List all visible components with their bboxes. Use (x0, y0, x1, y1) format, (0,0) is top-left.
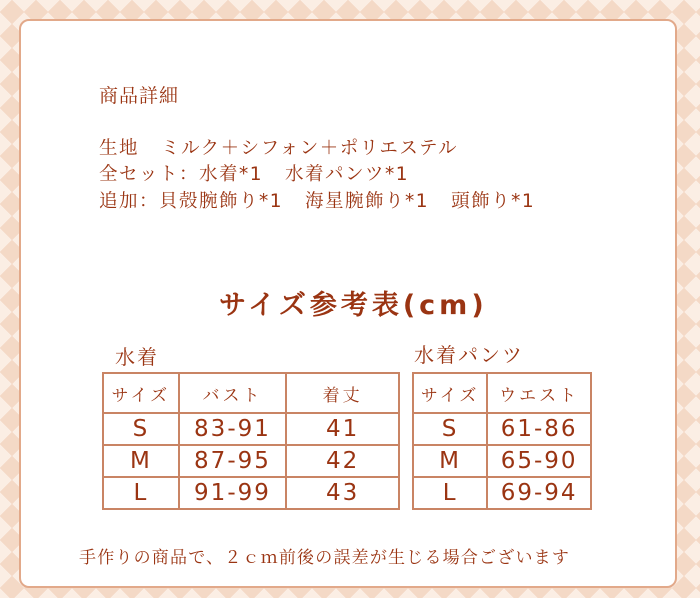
set-item: 水着パンツ*1 (285, 164, 410, 185)
size-cell: M (413, 445, 487, 477)
size-cell: L (103, 477, 179, 509)
size-cell: L (413, 477, 487, 509)
swimsuit-size-table (102, 372, 400, 510)
extra-line (99, 187, 535, 213)
swimsuit-caption: 水着 (115, 345, 159, 369)
table-header-row (103, 373, 399, 413)
bust-cell: 87-95 (179, 445, 286, 477)
size-chart-title: サイズ参考表(cm) (219, 290, 488, 321)
size-cell: S (103, 413, 179, 445)
waist-cell: 61-86 (487, 413, 591, 445)
waist-cell: 65-90 (487, 445, 591, 477)
size-cell: M (103, 445, 179, 477)
bust-cell: 91-99 (179, 477, 286, 509)
table-header-row (413, 373, 591, 413)
extra-label: 追加： (99, 191, 160, 212)
extra-item: 貝殻腕飾り*1 (159, 191, 284, 212)
header-cell: ウエスト (487, 373, 591, 413)
fabric-label: 生地 (99, 138, 140, 159)
header-cell: 着丈 (286, 373, 399, 413)
header-cell: サイズ (413, 373, 487, 413)
size-cell: S (413, 413, 487, 445)
table-row (103, 413, 399, 445)
extra-item: 海星腕飾り*1 (305, 191, 430, 212)
extra-item: 頭飾り*1 (451, 191, 536, 212)
table-row (413, 477, 591, 509)
table-row (413, 445, 591, 477)
table-row (103, 477, 399, 509)
detail-heading: 商品詳細 (99, 85, 180, 107)
set-item: 水着*1 (199, 164, 264, 185)
length-cell: 42 (286, 445, 399, 477)
tolerance-note: 手作りの商品で、２ｃｍ前後の誤差が生じる場合ございます (79, 548, 571, 568)
set-label: 全セット： (99, 164, 200, 185)
length-cell: 41 (286, 413, 399, 445)
fabric-value: ミルク＋シフォン＋ポリエステル (161, 138, 459, 159)
table-row (103, 445, 399, 477)
set-line (99, 160, 409, 186)
pants-size-table (412, 372, 592, 510)
table-row (413, 413, 591, 445)
fabric-line (99, 134, 458, 160)
bust-cell: 83-91 (179, 413, 286, 445)
pants-caption: 水着パンツ (414, 343, 524, 367)
header-cell: サイズ (103, 373, 179, 413)
waist-cell: 69-94 (487, 477, 591, 509)
product-detail-card (19, 19, 677, 588)
length-cell: 43 (286, 477, 399, 509)
header-cell: バスト (179, 373, 286, 413)
